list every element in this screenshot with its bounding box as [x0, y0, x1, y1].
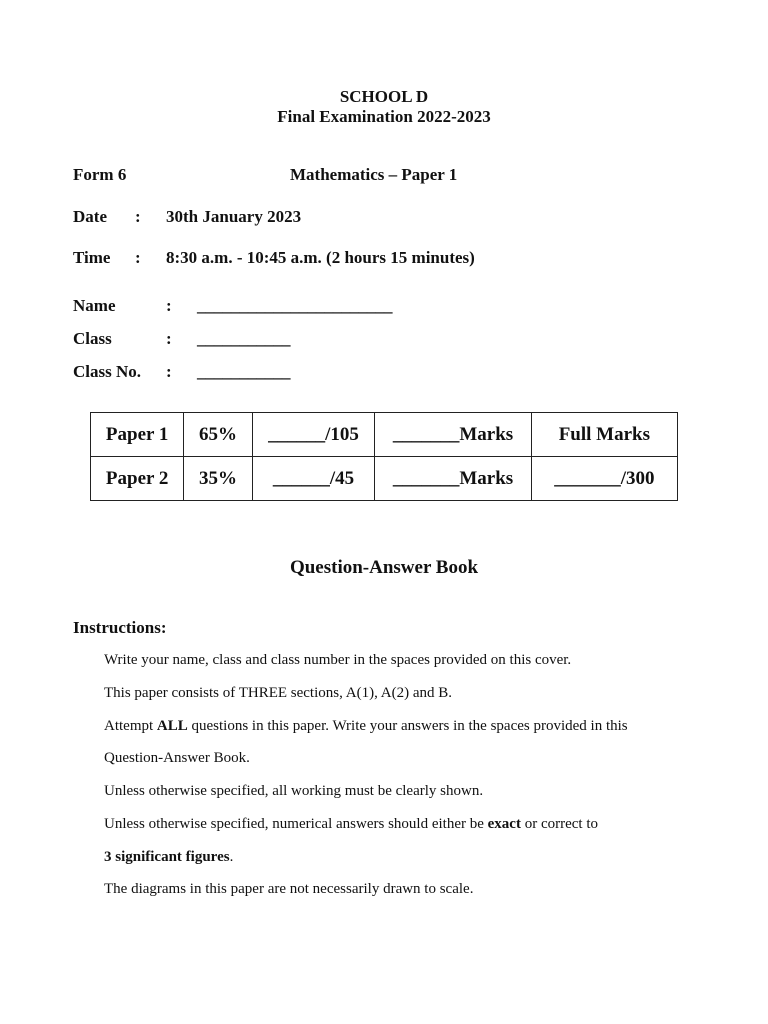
exam-title: Final Examination 2022-2023 [277, 107, 491, 126]
date-label: Date [73, 207, 107, 226]
instruction-emphasis: ALL [156, 718, 188, 734]
full-marks-label: Full Marks [531, 413, 677, 457]
class-no-colon: : [166, 362, 172, 381]
class-label: Class [73, 329, 112, 348]
paper-2-score[interactable]: ______/45 [252, 457, 375, 501]
class-no-label: Class No. [73, 362, 142, 381]
instruction-line [104, 816, 598, 833]
instruction-line: Question-Answer Book. [104, 750, 250, 766]
subject-title: Mathematics – Paper 1 [290, 165, 458, 184]
full-marks-blank[interactable]: _______/300 [531, 457, 677, 501]
name-label: Name [73, 296, 116, 315]
table-row [91, 457, 678, 501]
paper-2-label: Paper 2 [91, 457, 184, 501]
instruction-text: or correct to [520, 816, 598, 832]
table-row [91, 413, 678, 457]
instruction-text: questions in this paper. Write your answers in the spaces provided in this [187, 718, 628, 734]
marks-table [90, 412, 678, 501]
form-label: Form 6 [73, 165, 127, 184]
name-blank[interactable]: _______________________ [197, 296, 393, 315]
time-label: Time [73, 248, 111, 267]
school-name: SCHOOL D [339, 87, 429, 106]
instructions-heading: Instructions: [73, 618, 167, 637]
instruction-line: This paper consists of THREE sections, A(1), A(2) and B. [104, 685, 453, 701]
time-colon: : [135, 248, 141, 267]
instruction-text: Attempt [104, 718, 157, 734]
class-colon: : [166, 329, 172, 348]
instruction-line: Unless otherwise specified, all working must be clearly shown. [104, 783, 484, 799]
book-title: Question-Answer Book [289, 557, 479, 578]
instruction-text: . [229, 849, 234, 865]
paper-1-label: Paper 1 [91, 413, 184, 457]
instruction-line [104, 718, 628, 735]
paper-2-marks[interactable]: _______Marks [375, 457, 531, 501]
instruction-emphasis: 3 significant figures [104, 849, 230, 865]
instruction-line: The diagrams in this paper are not necessarily drawn to scale. [104, 881, 474, 897]
date-colon: : [135, 207, 141, 226]
paper-1-marks[interactable]: _______Marks [375, 413, 531, 457]
time-value: 8:30 a.m. - 10:45 a.m. (2 hours 15 minutes) [166, 248, 475, 267]
instruction-line [104, 849, 233, 866]
paper-1-weight: 65% [184, 413, 253, 457]
instruction-line: Write your name, class and class number in the spaces provided on this cover. [104, 652, 572, 668]
name-colon: : [166, 296, 172, 315]
class-blank[interactable]: ___________ [197, 329, 291, 348]
paper-2-weight: 35% [184, 457, 253, 501]
date-value: 30th January 2023 [166, 207, 302, 226]
paper-1-score[interactable]: ______/105 [252, 413, 375, 457]
instruction-emphasis: exact [487, 816, 521, 832]
class-no-blank[interactable]: ___________ [197, 362, 291, 381]
instruction-text: Unless otherwise specified, numerical answers should either be [104, 816, 488, 832]
